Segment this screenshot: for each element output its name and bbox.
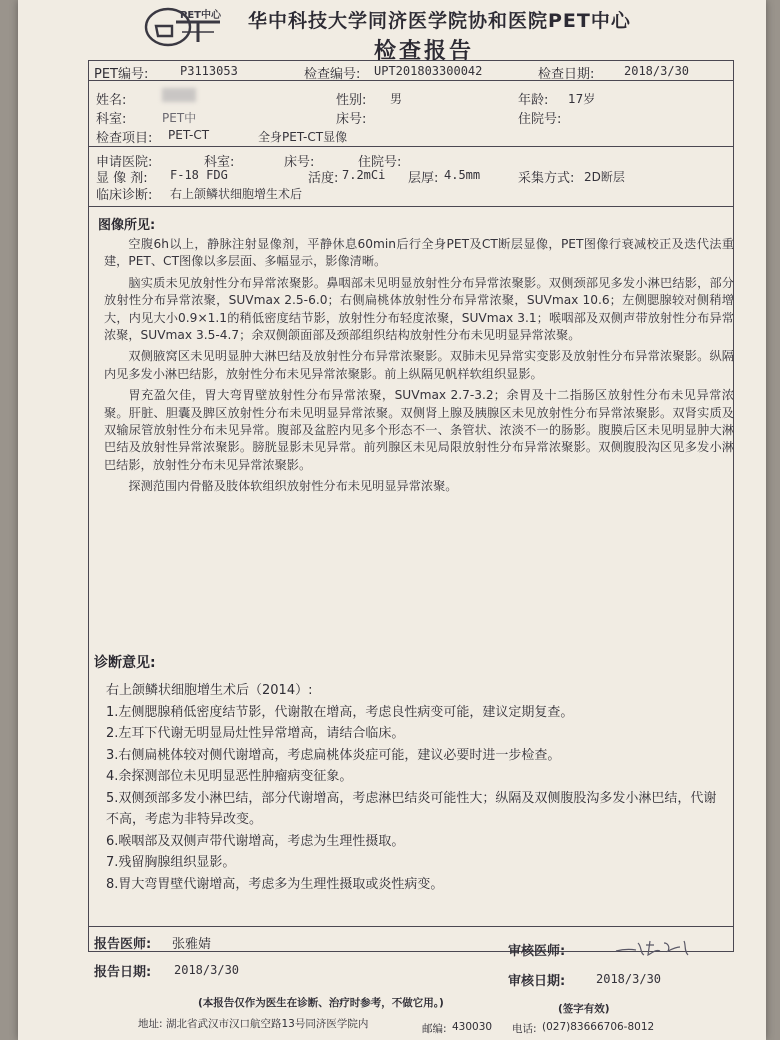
signature-valid-note: (签字有效) <box>558 1003 610 1015</box>
bed-label: 床号: <box>336 112 367 127</box>
findings-body <box>104 236 734 500</box>
apply-dept-label: 科室: <box>204 155 235 170</box>
logo-text: PET中心 <box>180 10 221 21</box>
reviewer-label: 审核医师: <box>508 944 566 959</box>
findings-paragraph: 胃充盈欠佳，胃大弯胃壁放射性分布异常浓聚，SUVmax 2.7-3.2；余胃及十二指肠区放射性分布未见异常浓聚。肝脏、胆囊及脾区放射性分布未见明显异常浓聚。双侧肾上腺及胰腺区未见放射性分布异常浓聚影。双肾实质及双输尿管放射性分布未见异常。腹部及盆腔内见多个形态不一、条管状、浓淡不一的肠影。腹膜后区未见明显肿大淋巴结及放射性异常浓聚影。膀胱显影未见异常。前列腺区未见局限放射性分布异常浓聚影。双侧腹股沟区见多发小淋巴结影，放射性分布未见异常浓聚影。 <box>104 388 734 472</box>
reporter-label: 报告医师: <box>94 937 152 952</box>
agent-value: F-18 FDG <box>170 168 228 182</box>
gender-value: 男 <box>390 92 403 106</box>
findings-paragraph: 脑实质未见放射性分布异常浓聚影。鼻咽部未见明显放射性分布异常浓聚影。双侧颈部见多发小淋巴结影，部分放射性分布异常浓聚，SUVmax 2.5-6.0；右侧扁桃体放射性分布异常浓聚，SUVmax 10.6；左侧腮腺较对侧稍增大，内见大小0.9×1.1的稍低密度结节影，放射性分布轻度浓聚，SUVmax 3.1；喉咽部及双侧声带放射性分布异常浓聚，SUVmax 3.5-4.7；余双侧颌面部及颈部组织结构放射性分布未见明显异常浓聚。 <box>104 275 734 343</box>
diagnosis-item: 4.余探测部位未见明显恶性肿瘤病变征象。 <box>106 769 353 784</box>
reviewer-signature <box>614 937 698 959</box>
gender-label: 性别: <box>336 93 367 108</box>
pet-number-value: P3113053 <box>180 64 238 78</box>
apply-hospital-label: 申请医院: <box>96 155 153 170</box>
findings-paragraph: 双侧腋窝区未见明显肿大淋巴结及放射性分布异常浓聚影。双肺未见异常实变影及放射性分布异常浓聚影。纵隔内见多发小淋巴结影，放射性分布未见异常浓聚影。前上纵隔见帆样软组织显影。 <box>104 349 734 381</box>
department-value: PET中 <box>162 111 197 125</box>
exam-number-value: UPT201803300042 <box>374 64 483 78</box>
divider <box>88 146 734 147</box>
phone-value: (027)83666706-8012 <box>542 1021 655 1033</box>
age-label: 年龄: <box>518 93 549 108</box>
exam-date-label: 检查日期: <box>538 67 595 82</box>
exam-item-label: 检查项目: <box>96 131 153 146</box>
review-date-value: 2018/3/30 <box>596 972 662 986</box>
agent-label: 显 像 剂: <box>96 171 148 186</box>
phone-label: 电话: <box>512 1023 537 1035</box>
apply-inpatient-label: 住院号: <box>358 155 402 170</box>
acquisition-value: 2D断层 <box>584 170 625 184</box>
diagnosis-item: 3.右侧扁桃体较对侧代谢增高，考虑扁桃体炎症可能，建议必要时进一步检查。 <box>106 747 561 763</box>
report-title: 检查报告 <box>374 39 475 64</box>
reporter-name: 张雅婧 <box>172 937 212 952</box>
inpatient-label: 住院号: <box>518 112 562 127</box>
redacted-name <box>162 88 196 102</box>
divider <box>88 926 734 927</box>
divider <box>88 206 734 207</box>
activity-value: 7.2mCi <box>342 168 386 182</box>
review-date-label: 审核日期: <box>508 974 566 989</box>
diagnosis-item: 7.残留胸腺组织显影。 <box>106 855 236 870</box>
findings-paragraph: 探测范围内骨骼及肢体软组织放射性分布未见明显异常浓聚。 <box>128 479 458 494</box>
hospital-name: 华中科技大学同济医学院协和医院PET中心 <box>248 10 631 32</box>
footer-note: (本报告仅作为医生在诊断、治疗时参考，不做它用。) <box>198 997 444 1009</box>
postcode-label: 邮编: <box>422 1023 447 1035</box>
activity-label: 活度: <box>308 171 339 186</box>
postcode-value: 430030 <box>452 1021 493 1033</box>
report-paper <box>18 0 766 1040</box>
diagnosis-item: 1.左侧腮腺稍低密度结节影，代谢散在增高，考虑良性病变可能，建议定期复查。 <box>106 704 574 720</box>
department-label: 科室: <box>96 112 127 127</box>
thickness-label: 层厚: <box>408 171 439 186</box>
apply-bed-label: 床号: <box>284 155 315 170</box>
diagnosis-item: 2.左耳下代谢无明显局灶性异常增高，请结合临床。 <box>106 726 405 741</box>
diagnosis-item: 5.双侧颈部多发小淋巴结，部分代谢增高，考虑淋巴结炎可能性大；纵隔及双侧腹股沟多发小淋巴结，代谢不高，考虑为非特异改变。 <box>106 790 717 827</box>
exam-item-value: PET-CT <box>168 128 210 142</box>
thickness-value: 4.5mm <box>444 168 481 182</box>
diagnosis-item: 8.胃大弯胃壁代谢增高，考虑多为生理性摄取或炎性病变。 <box>106 876 444 892</box>
report-date-value: 2018/3/30 <box>174 963 240 977</box>
clinical-diagnosis-value: 右上颌鳞状细胞增生术后 <box>170 187 303 201</box>
acquisition-label: 采集方式: <box>518 171 575 186</box>
address-label: 地址: <box>138 1018 163 1030</box>
exam-item-desc: 全身PET-CT显像 <box>258 130 348 144</box>
diagnosis-heading: 诊断意见: <box>94 655 156 671</box>
pet-number-label: PET编号: <box>94 67 149 82</box>
diagnosis-intro: 右上颌鳞状细胞增生术后（2014）: <box>106 683 313 698</box>
report-date-label: 报告日期: <box>94 965 152 980</box>
exam-date-value: 2018/3/30 <box>624 64 690 78</box>
exam-number-label: 检查编号: <box>304 67 361 82</box>
clinical-diagnosis-label: 临床诊断: <box>96 188 153 203</box>
diagnosis-item: 6.喉咽部及双侧声带代谢增高，考虑为生理性摄取。 <box>106 833 405 849</box>
age-value: 17岁 <box>568 92 596 106</box>
diagnosis-list <box>106 680 726 895</box>
address-value: 湖北省武汉市汉口航空路13号同济医学院内 <box>166 1018 369 1030</box>
name-label: 姓名: <box>96 93 127 108</box>
findings-paragraph: 空腹6h以上，静脉注射显像剂，平静休息60min后行全身PET及CT断层显像，PET图像行衰减校正及迭代法重建，PET、CT图像以多层面、多幅显示，影像清晰。 <box>104 237 734 269</box>
divider <box>88 80 734 81</box>
findings-heading: 图像所见: <box>98 218 156 233</box>
